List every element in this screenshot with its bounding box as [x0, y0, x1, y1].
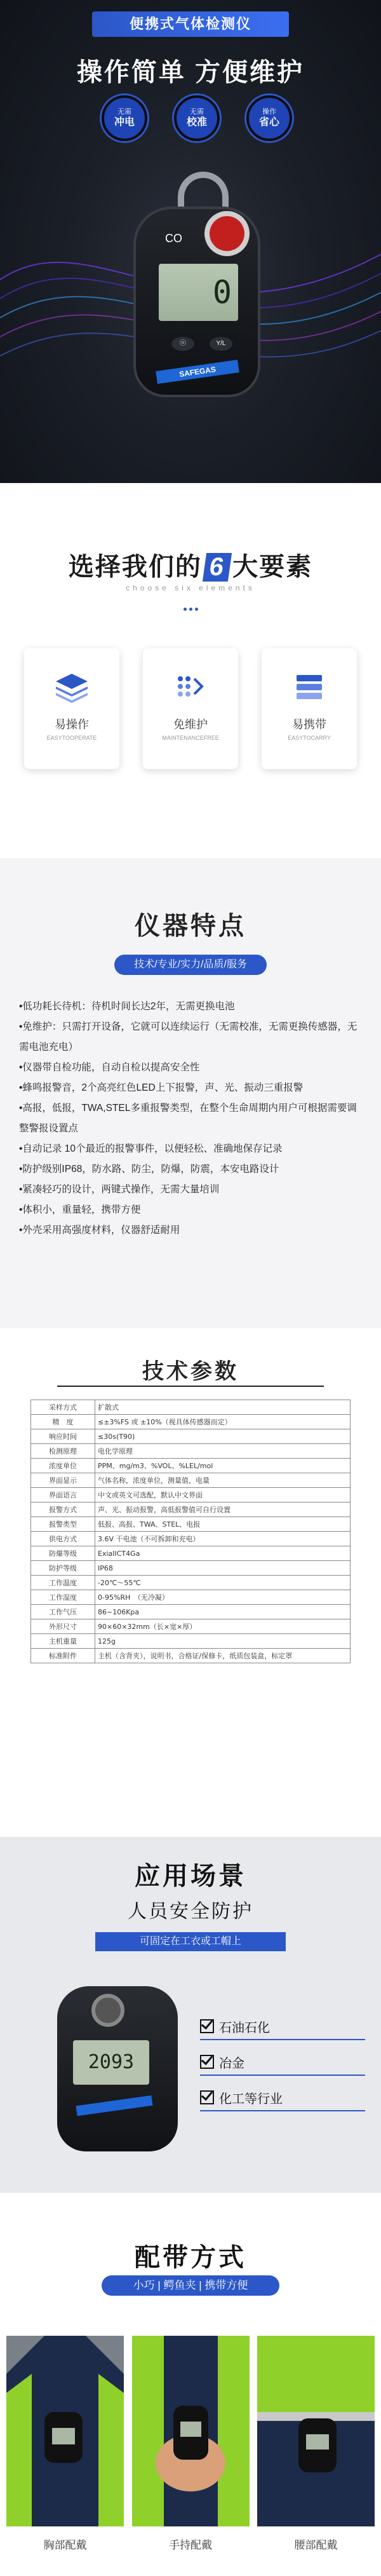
spec-value: IP68: [95, 1561, 351, 1576]
card-title: 易携带: [292, 718, 326, 731]
table-row: [31, 1576, 351, 1590]
feature-item: •高报，低报，TWA,STEL多重报警类型，在整个生命周期内用户可根据需要调整警报设置点: [19, 1103, 357, 1134]
sensor-alarm-light: [210, 216, 244, 251]
feature-item: •低功耗长待机：待机时间长达2年，无需更换电池: [19, 1001, 235, 1012]
application-section: [0, 1837, 381, 2193]
industry-item: [200, 2085, 365, 2111]
feature-badge-prefix: 无需: [190, 107, 204, 116]
spec-value: 86~106Kpa: [95, 1605, 351, 1619]
industry-item: [200, 2014, 365, 2040]
card-title: 易操作: [55, 718, 89, 731]
lcd-display: 2093: [73, 2040, 149, 2085]
table-row: [31, 1590, 351, 1605]
spec-key: 精 度: [31, 1415, 95, 1429]
instrument-features-section: [0, 858, 381, 1328]
spec-key: 采样方式: [31, 1400, 95, 1415]
spec-key: 供电方式: [31, 1532, 95, 1546]
wearing-tagline: 小巧 | 鳄鱼夹 | 携带方便: [102, 2275, 279, 2296]
table-row: [31, 1488, 351, 1503]
choose-subtitle: choose six elements: [126, 583, 255, 592]
table-row: [31, 1473, 351, 1488]
feature-item: •蜂鸣报警音，2个高亮红色LED上下报警，声、光、振动三重报警: [19, 1082, 304, 1093]
spec-key: 报警类型: [31, 1517, 95, 1532]
spec-key: 报警方式: [31, 1503, 95, 1517]
feature-badge-label: 省心: [258, 116, 279, 128]
product-banner: 便携式气体检测仪: [92, 11, 289, 37]
feature-badge-label: 校准: [186, 116, 207, 128]
stack-icon: [262, 667, 357, 712]
photo-waist-wear: [257, 2336, 375, 2526]
mode-button: Y/L: [210, 337, 232, 351]
choose-title-number: 6: [203, 553, 232, 582]
card-maintenance-free: [143, 648, 238, 769]
spec-key: 界面语言: [31, 1488, 95, 1503]
feature-badge-label: 冲电: [114, 116, 135, 128]
detector-body: [57, 1986, 178, 2151]
spec-value: 电化学原理: [95, 1444, 351, 1459]
spec-value: 低报、高报、TWA、STEL、电报: [95, 1517, 351, 1532]
caption-handheld: 手持配戴: [169, 2539, 212, 2551]
hero-section: [0, 0, 381, 483]
checkbox-icon: [200, 2055, 214, 2069]
feature-badge-charge: [102, 95, 147, 141]
table-row: [31, 1619, 351, 1634]
spec-key: 响应时间: [31, 1429, 95, 1444]
spec-value: 90×60×32mm（长×宽×厚）: [95, 1619, 351, 1634]
spec-value: 0-95%RH （无冷凝）: [95, 1590, 351, 1605]
feature-badge-prefix: 操作: [262, 107, 276, 116]
spec-value: ≤±3%FS 或 ±10%（视具体传感器而定）: [95, 1415, 351, 1429]
industry-item: [200, 2049, 365, 2076]
sensor-alarm-light: [95, 1998, 121, 2023]
spec-key: 标准附件: [31, 1649, 95, 1663]
instrument-tagline: 技术/专业/实力/品质/服务: [114, 955, 267, 975]
caption-chest: 胸部配戴: [43, 2539, 87, 2551]
table-row: [31, 1649, 351, 1663]
table-row: [31, 1400, 351, 1415]
spec-table: [30, 1400, 351, 1663]
table-row: [31, 1459, 351, 1473]
choose-title-post: 大要素: [232, 553, 313, 581]
tech-params-section: [0, 1328, 381, 1837]
table-row: [31, 1605, 351, 1619]
spec-value: 中文或英文可选配，默认中文界面: [95, 1488, 351, 1503]
checkbox-icon: [200, 2019, 214, 2033]
spec-key: 外形尺寸: [31, 1619, 95, 1634]
checkbox-icon: [200, 2090, 214, 2104]
brand-logo: SAFEGAS: [156, 360, 239, 384]
gas-detector-image: [108, 172, 279, 413]
spec-value: 气体名称，浓度单位，测量值，电量: [95, 1473, 351, 1488]
card-title: 免维护: [173, 718, 208, 731]
table-row: [31, 1634, 351, 1649]
feature-badges: [102, 95, 292, 141]
table-row: [31, 1532, 351, 1546]
spec-key: 防护等级: [31, 1561, 95, 1576]
detector-body: [133, 207, 260, 397]
choose-title: [0, 547, 381, 583]
spec-key: 浓度单位: [31, 1459, 95, 1473]
feature-item: •紧凑轻巧的设计，两键式操作，无需大量培训: [19, 1184, 220, 1195]
table-row: [31, 1415, 351, 1429]
spec-value: PPM、mg/m3、%VOL、%LEL/mol: [95, 1459, 351, 1473]
card-easy-operate: [24, 648, 119, 769]
spec-key: 检测原理: [31, 1444, 95, 1459]
industry-label: 石油石化: [219, 2021, 270, 2035]
hero-title: 操作简单 方便维护: [76, 58, 305, 86]
spec-key: 工作湿度: [31, 1590, 95, 1605]
feature-item: •外壳采用高强度材料，仪器舒适耐用: [19, 1225, 180, 1236]
photo-handheld: [132, 2336, 250, 2526]
feature-badge-prefix: 无需: [117, 107, 131, 116]
card-subtitle: MAINTENANCEFREE: [162, 735, 219, 741]
spec-value: 声、光、振动报警，高低报警值可自行设置: [95, 1503, 351, 1517]
lcd-display: 0: [159, 264, 238, 321]
spec-value: ExiaIICT4Ga: [95, 1546, 351, 1561]
industry-label: 化工等行业: [219, 2092, 283, 2106]
table-row: [31, 1561, 351, 1576]
instrument-title: 仪器特点: [135, 912, 246, 940]
spec-value: 主机（含背夹），说明书，合格证/保修卡，纸质包装盒，标定罩: [95, 1649, 351, 1663]
spec-key: 主机重量: [31, 1634, 95, 1649]
card-subtitle: EASYTOOPERATE: [46, 735, 97, 741]
spec-key: 防爆等级: [31, 1546, 95, 1561]
card-easy-carry: [262, 648, 357, 769]
choose-section: [0, 483, 381, 858]
element-cards: [24, 648, 357, 769]
wearing-title: 配带方式: [135, 2244, 246, 2272]
industry-list: [200, 2014, 365, 2120]
caption-waist: 腰部配戴: [294, 2539, 338, 2551]
spec-key: 界面显示: [31, 1473, 95, 1488]
title-divider: [57, 1386, 324, 1387]
choose-title-pre: 选择我们的: [68, 553, 202, 581]
feature-item: •防护级别IP68，防水路、防尘，防爆，防震，本安电路设计: [19, 1164, 279, 1175]
application-title: 应用场景: [135, 1862, 246, 1890]
feature-badge-easy: [246, 95, 292, 141]
spec-value: -20℃～55℃: [95, 1576, 351, 1590]
feature-badge-calibrate: [174, 95, 220, 141]
table-row: [31, 1517, 351, 1532]
wearing-captions: [6, 2536, 375, 2552]
spec-value: ≤30s(T90): [95, 1429, 351, 1444]
feature-item: •自动记录 10个最近的报警事件，以便轻松、准确地保存记录: [19, 1143, 283, 1154]
table-row: [31, 1429, 351, 1444]
spec-value: 扩散式: [95, 1400, 351, 1415]
photo-chest-wear: [6, 2336, 124, 2526]
brand-stripe: [76, 2096, 152, 2116]
decorative-dots: [182, 603, 199, 614]
feature-item: •体积小，重量轻，携带方便: [19, 1204, 141, 1215]
wearing-photos: [6, 2336, 375, 2526]
feature-list: [19, 997, 362, 1241]
dots-arrow-icon: [143, 667, 238, 712]
wearing-section: [0, 2193, 381, 2576]
application-subtitle: 人员安全防护: [128, 1901, 253, 1922]
feature-item: •仪器带自检功能，自动自检以提高安全性: [19, 1062, 200, 1073]
table-row: [31, 1444, 351, 1459]
spec-value: 125g: [95, 1634, 351, 1649]
table-row: [31, 1546, 351, 1561]
tech-title: 技术参数: [142, 1360, 239, 1384]
gas-detector-image: [44, 1973, 184, 2158]
card-subtitle: EASYTOCARRY: [288, 735, 331, 741]
table-row: [31, 1503, 351, 1517]
industry-label: 冶金: [219, 2056, 244, 2071]
feature-item: •免维护：只需打开设备，它就可以连续运行（无需校准，无需更换传感器，无需电池充电）: [19, 1021, 358, 1053]
layers-icon: [24, 667, 119, 712]
spec-value: 3.6V 干电池（不可拆卸和充电）: [95, 1532, 351, 1546]
spec-key: 工作气压: [31, 1605, 95, 1619]
spec-key: 工作温度: [31, 1576, 95, 1590]
gas-label: CO: [165, 232, 182, 245]
power-button: ⓞ: [171, 337, 194, 351]
application-tagline: 可固定在工衣或工帽上: [95, 1932, 286, 1951]
